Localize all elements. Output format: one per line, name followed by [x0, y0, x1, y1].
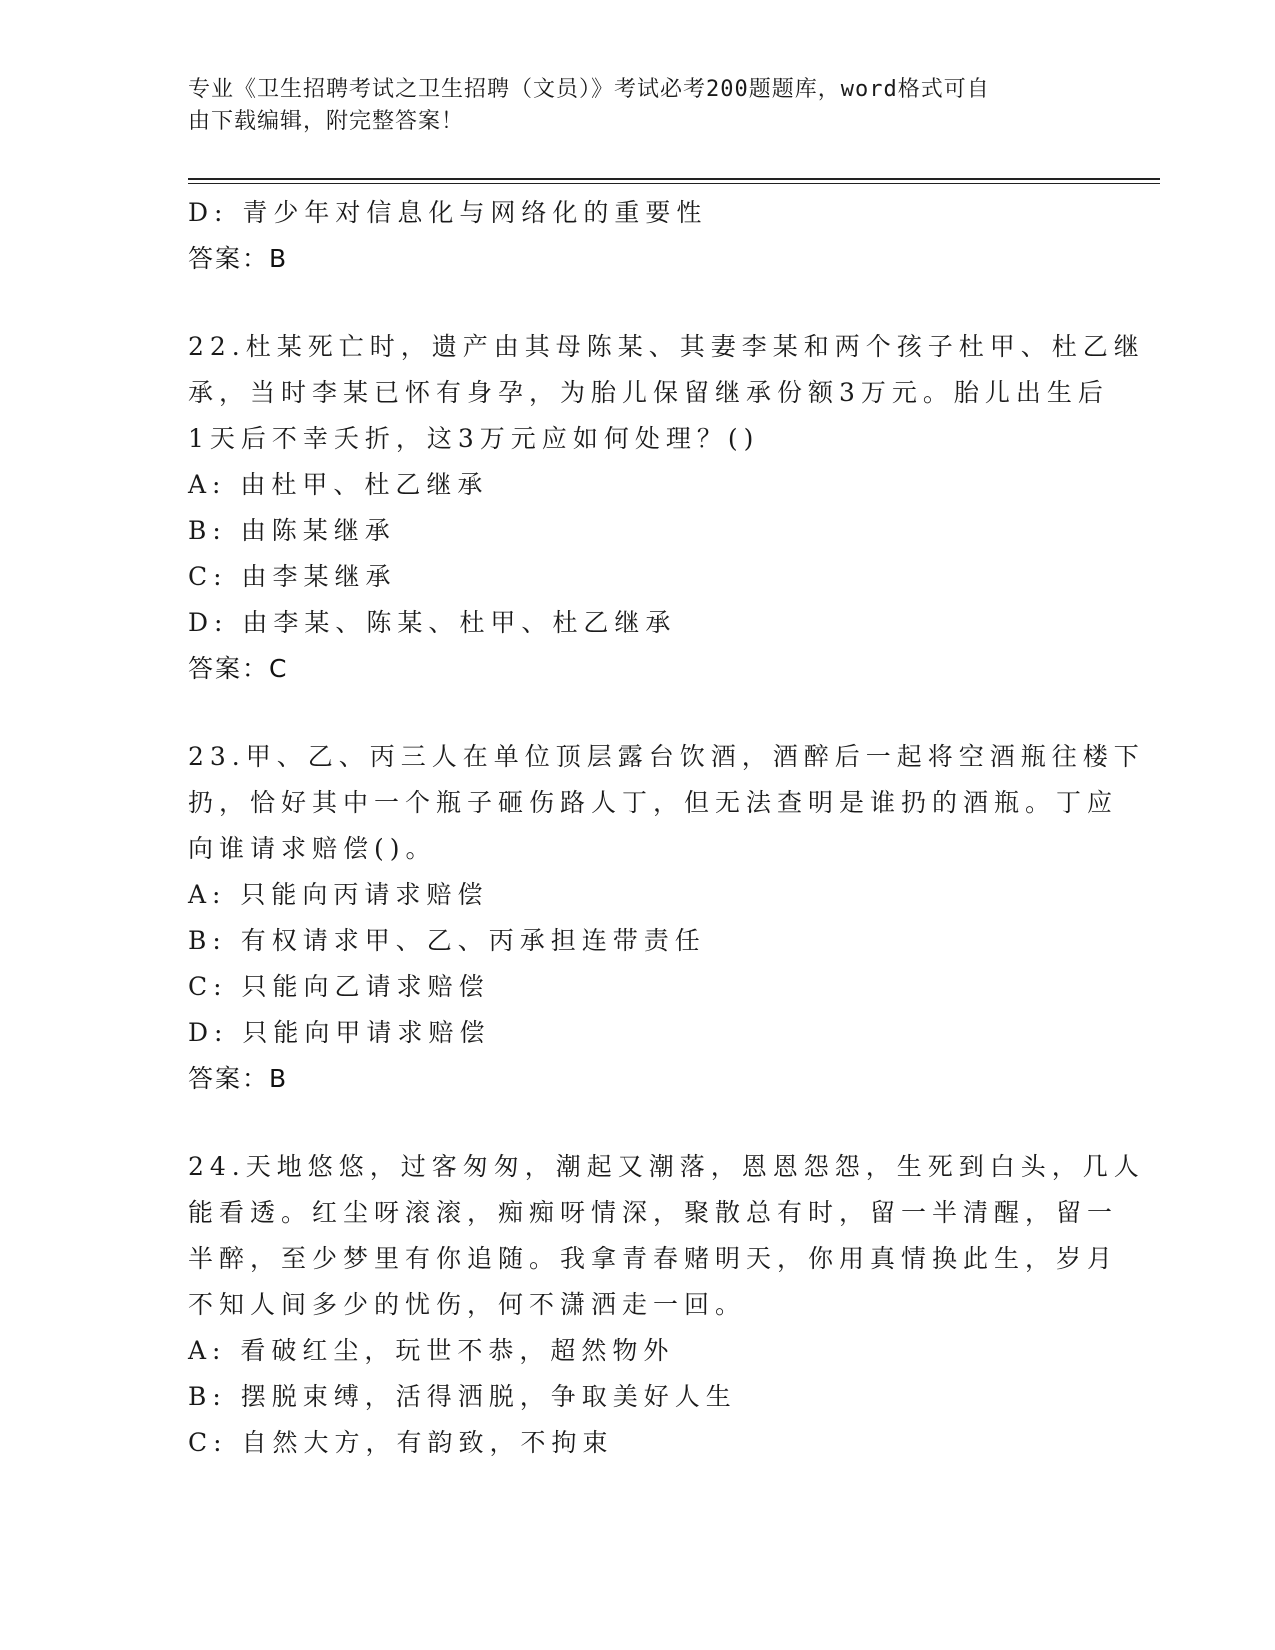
header-line-2: 由下载编辑，附完整答案！: [188, 109, 465, 134]
option-b: B: 由陈某继承: [188, 516, 396, 545]
option-d: D: 只能向甲请求赔偿: [188, 1018, 491, 1047]
question-22: [188, 324, 1145, 692]
option-a: A: 由杜甲、杜乙继承: [188, 470, 489, 499]
question-text-line: 向谁请求赔偿()。: [188, 834, 437, 863]
question-text-line: 1天后不幸夭折，这3万元应如何处理？(): [188, 424, 760, 453]
option-a: A: 只能向丙请求赔偿: [188, 880, 489, 909]
document-header: [188, 74, 1068, 138]
answer-line: 答案：B: [188, 1064, 289, 1093]
answer-line: 答案：B: [188, 244, 289, 273]
option-d: D: 由李某、陈某、杜甲、杜乙继承: [188, 608, 677, 637]
option-b: B: 有权请求甲、乙、丙承担连带责任: [188, 926, 706, 955]
question-24: [188, 1144, 1145, 1466]
question-23: [188, 734, 1145, 1102]
header-divider-thick: [188, 178, 1160, 180]
question-text-line: 23.甲、乙、丙三人在单位顶层露台饮酒，酒醉后一起将空酒瓶往楼下: [188, 742, 1145, 771]
option-c: C: 由李某继承: [188, 562, 397, 591]
option-c: C: 自然大方，有韵致，不拘束: [188, 1428, 614, 1457]
option-a: A: 看破红尘，玩世不恭，超然物外: [188, 1336, 675, 1365]
option-d: D: 青少年对信息化与网络化的重要性: [188, 198, 708, 227]
question-text-line: 24.天地悠悠，过客匆匆，潮起又潮落，恩恩怨怨，生死到白头，几人: [188, 1152, 1145, 1181]
question-text-line: 扔，恰好其中一个瓶子砸伤路人丁，但无法查明是谁扔的酒瓶。丁应: [188, 788, 1119, 817]
header-divider-thin: [188, 183, 1160, 184]
answer-line: 答案：C: [188, 654, 289, 683]
question-text-line: 不知人间多少的忧伤，何不潇洒走一回。: [188, 1290, 747, 1319]
header-line-1: 专业《卫生招聘考试之卫生招聘（文员）》考试必考200题题库，word格式可自: [188, 77, 990, 102]
option-b: B: 摆脱束缚，活得洒脱，争取美好人生: [188, 1382, 737, 1411]
question-block-21-tail: [188, 190, 1088, 282]
question-text-line: 能看透。红尘呀滚滚，痴痴呀情深，聚散总有时，留一半清醒，留一: [188, 1198, 1119, 1227]
option-c: C: 只能向乙请求赔偿: [188, 972, 490, 1001]
question-text-line: 半醉，至少梦里有你追随。我拿青春赌明天，你用真情换此生，岁月: [188, 1244, 1119, 1273]
question-text-line: 承，当时李某已怀有身孕，为胎儿保留继承份额3万元。胎儿出生后: [188, 378, 1109, 407]
question-text-line: 22.杜某死亡时，遗产由其母陈某、其妻李某和两个孩子杜甲、杜乙继: [188, 332, 1145, 361]
document-body: [188, 190, 1145, 1466]
